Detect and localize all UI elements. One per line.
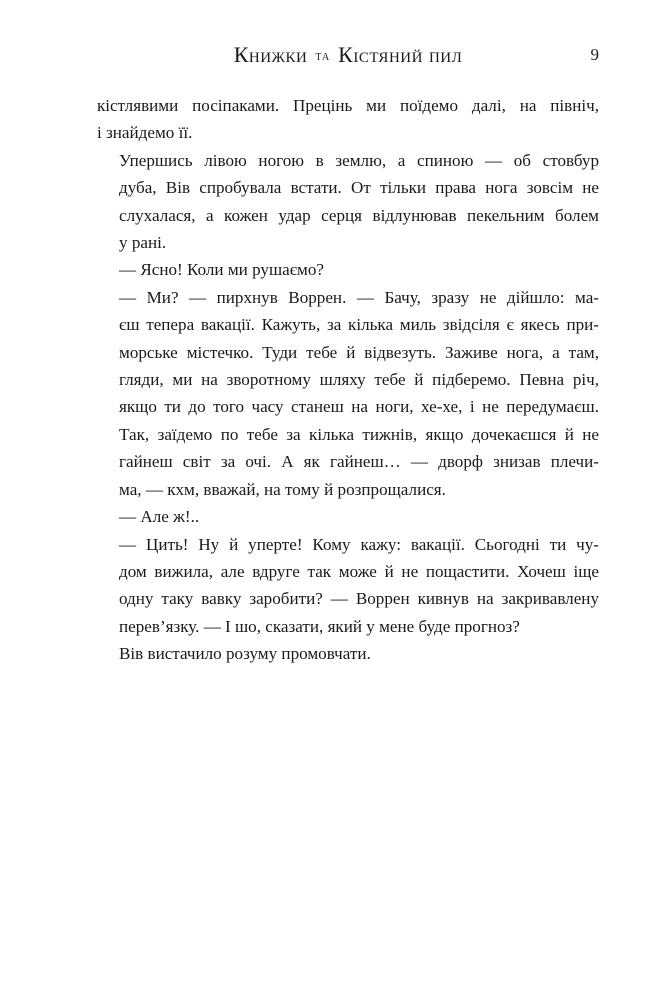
title-conjunction: та bbox=[315, 49, 331, 64]
paragraph bbox=[97, 147, 599, 257]
running-title bbox=[97, 42, 599, 68]
text-line: — Ясно! Коли ми рушаємо? bbox=[119, 260, 324, 280]
text-line: гляди, ми на зворотному шляху тебе й підберемо. Певна річ, bbox=[119, 370, 599, 390]
page-number: 9 bbox=[590, 45, 599, 64]
body-text bbox=[97, 92, 599, 668]
text-line: слухалася, а кожен удар серця відлунював пекельним болем bbox=[119, 205, 599, 225]
title-part-1: Книжки bbox=[233, 42, 308, 67]
running-head bbox=[97, 40, 599, 70]
text-line: — Ми? — пирхнув Воррен. — Бачу, зразу не дійшло: ма- bbox=[119, 287, 599, 307]
text-line: Упершись лівою ногою в землю, а спиною — об стовбур bbox=[119, 150, 599, 170]
text-line: єш тепера вакації. Кажуть, за кілька миль звідсіля є якесь при- bbox=[119, 315, 599, 335]
text-line: і знайдемо її. bbox=[97, 123, 193, 143]
paragraph bbox=[97, 284, 599, 503]
text-line: — Цить! Ну й уперте! Кому кажу: вакації. Сьогодні ти чу- bbox=[119, 534, 599, 554]
text-line: дом вижила, але вдруге так може й не пощастити. Хочеш іще bbox=[119, 561, 599, 581]
text-line: одну таку вавку заробити? — Воррен кивнув на закривавлену bbox=[119, 589, 599, 609]
text-line: — Але ж!.. bbox=[119, 507, 200, 527]
text-line: якщо ти до того часу станеш на ноги, хе-хе, і не передумаєш. bbox=[119, 397, 599, 417]
text-line: гайнеш світ за очі. А як гайнеш… — дворф знизав плечи- bbox=[119, 452, 599, 472]
text-line: морське містечко. Туди тебе й відвезуть. Заживе нога, а там, bbox=[119, 342, 599, 362]
paragraph bbox=[97, 256, 599, 283]
text-line: кістлявими посіпаками. Прецінь ми поїдемо далі, на північ, bbox=[97, 96, 599, 115]
paragraph bbox=[97, 531, 599, 641]
text-line: ма, — кхм, вважай, на тому й розпрощалися. bbox=[119, 479, 446, 499]
paragraph bbox=[97, 503, 599, 530]
paragraph bbox=[97, 640, 599, 667]
text-line: перев’язку. — І шо, сказати, який у мене буде прогноз? bbox=[119, 616, 520, 636]
title-part-2: Кістяний пил bbox=[338, 42, 463, 67]
paragraph bbox=[97, 92, 599, 147]
text-line: дуба, Вів спробувала встати. От тільки права нога зовсім не bbox=[119, 178, 599, 198]
text-line: Так, заїдемо по тебе за кілька тижнів, якщо дочекаєшся й не bbox=[119, 424, 599, 444]
text-line: у рані. bbox=[119, 233, 167, 253]
text-line: Вів вистачило розуму промовчати. bbox=[119, 644, 371, 664]
